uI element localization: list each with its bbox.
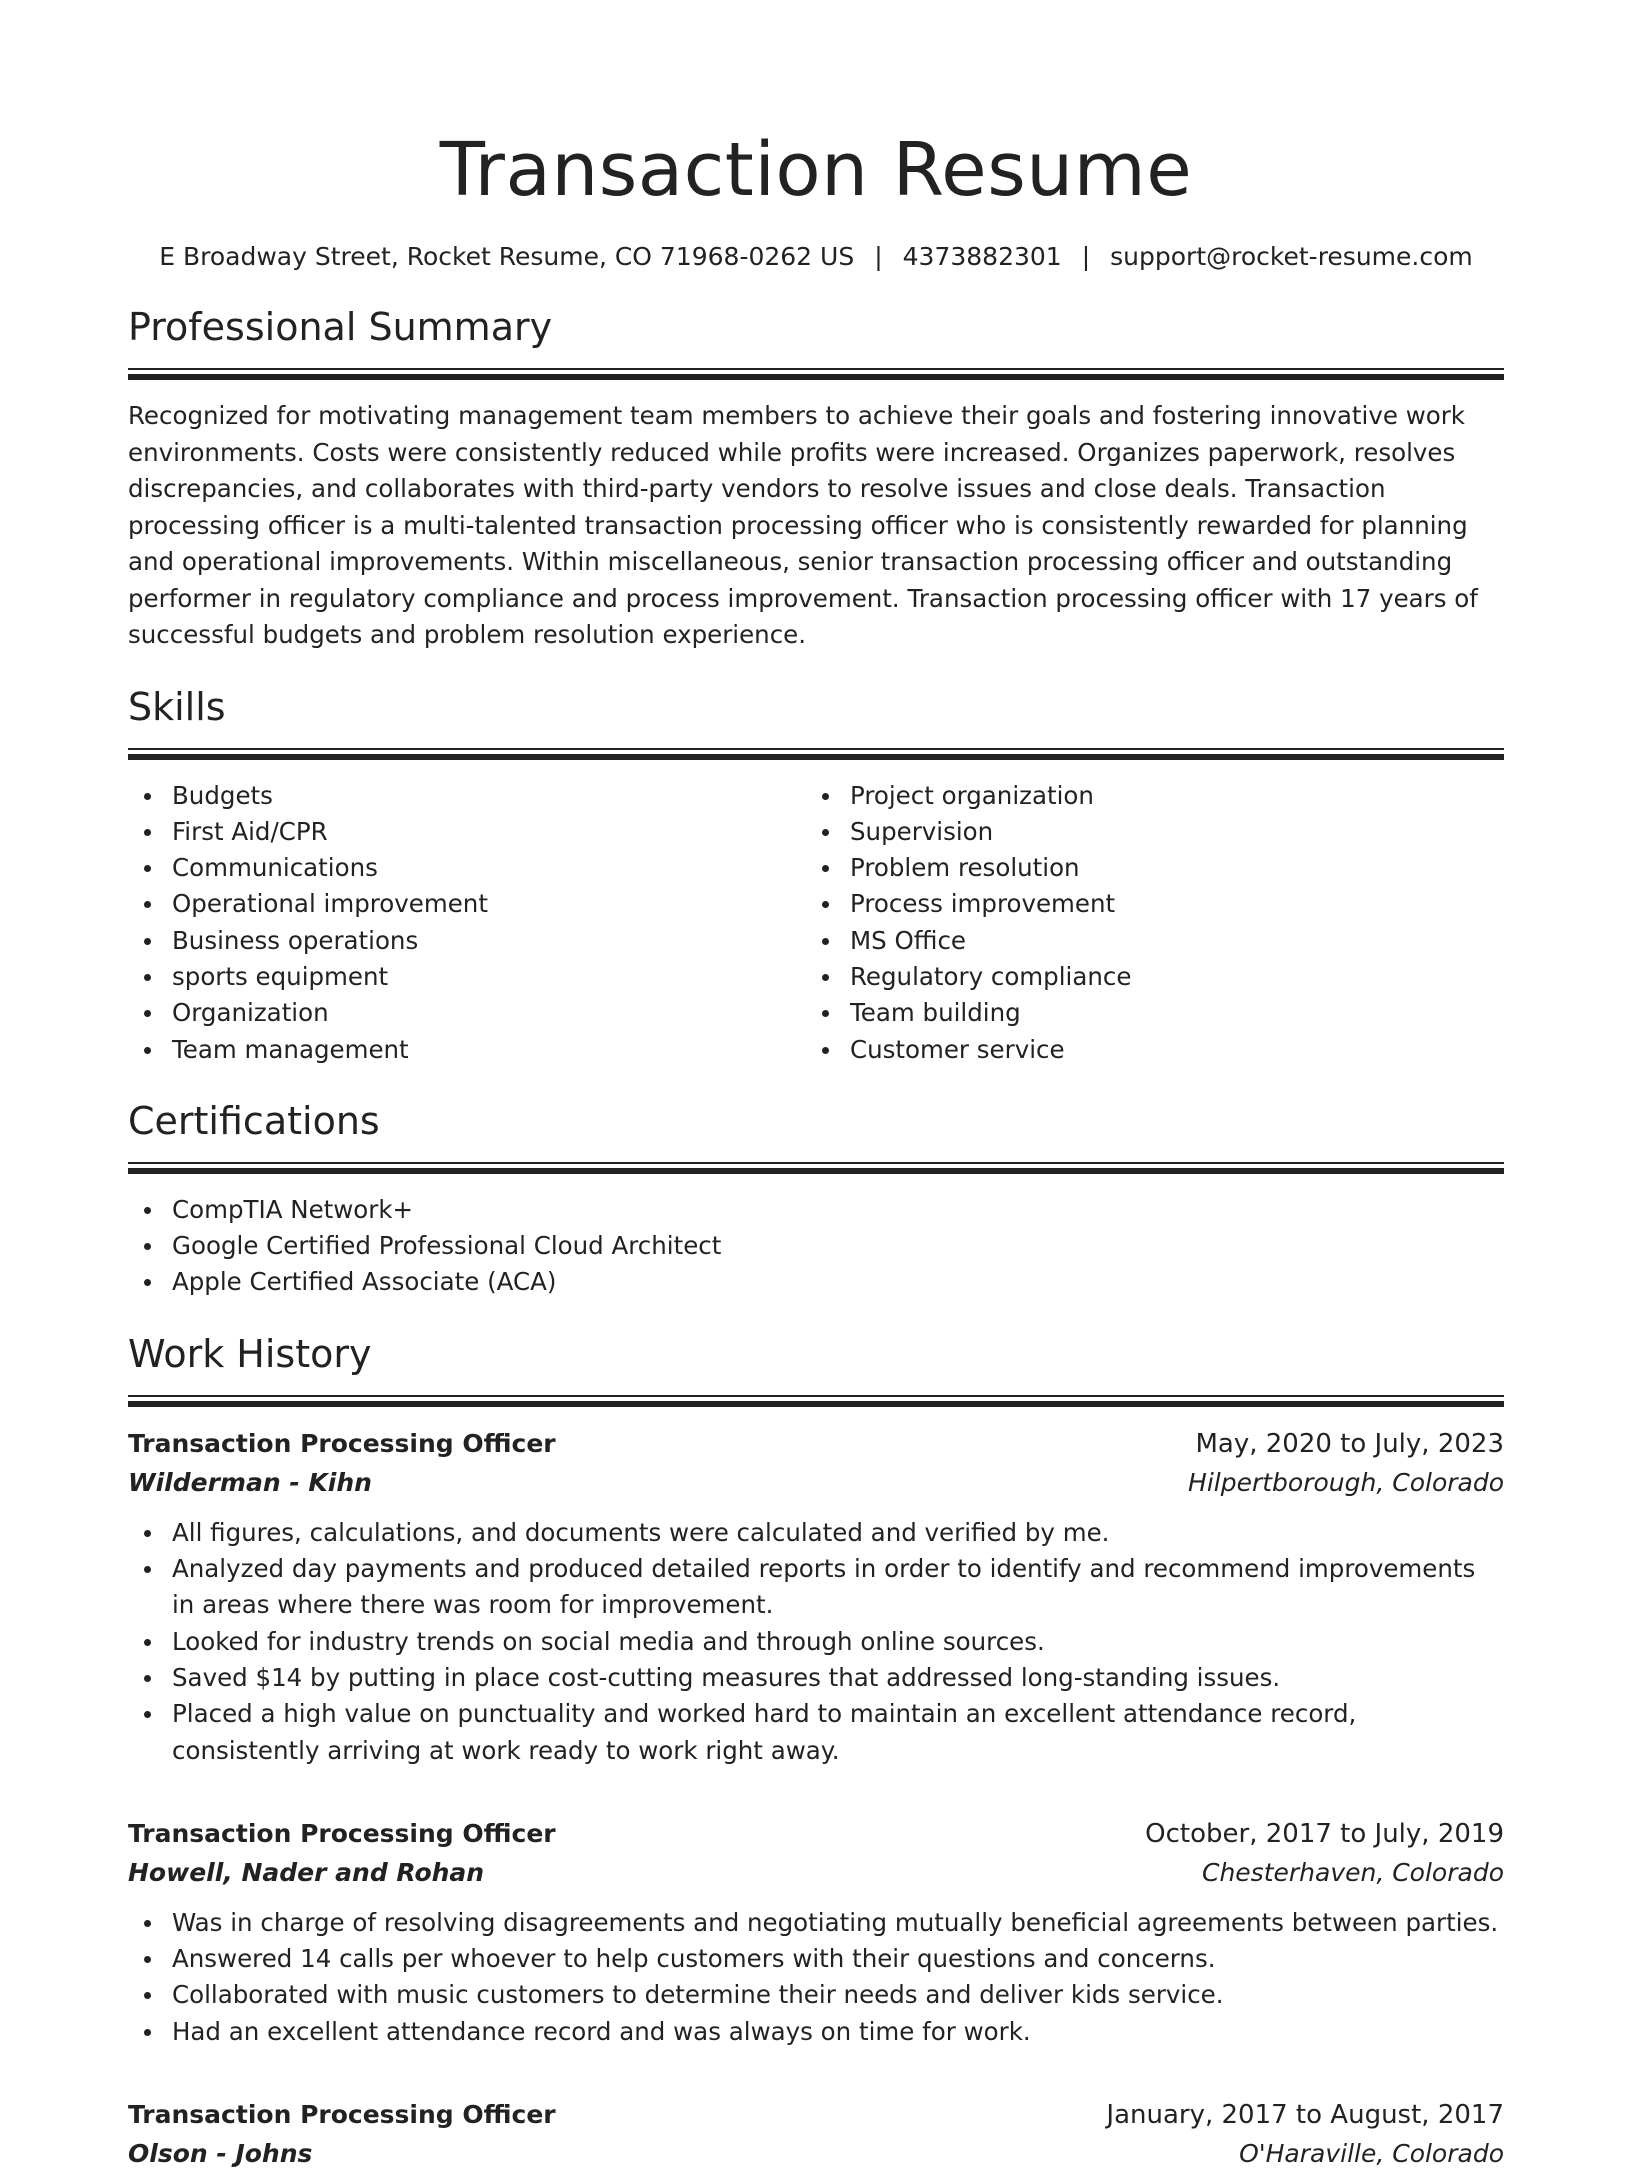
job-company: Olson - Johns [128, 2139, 313, 2169]
summary-title: Professional Summary [128, 305, 553, 349]
skills-column-left [128, 778, 806, 1068]
skill-item: Process improvement [850, 886, 1484, 922]
job-duty: Saved $14 by putting in place cost-cutting measures that addressed long-standing issues. [172, 1660, 1504, 1696]
job-dates: January, 2017 to August, 2017 [1106, 2100, 1504, 2131]
job-location: O'Haraville, Colorado [1239, 2139, 1504, 2169]
job-title: Transaction Processing Officer [128, 1428, 556, 1458]
job-duty: All figures, calculations, and documents were calculated and verified by me. [172, 1515, 1504, 1551]
job-company-row [128, 2134, 1504, 2174]
section-divider [128, 1395, 1504, 1407]
job-header-row [128, 1815, 1504, 1853]
certifications-list [128, 1192, 1504, 1301]
job-duty: Placed a high value on punctuality and worked hard to maintain an excellent attendance record, consistently arriving at work ready to work right away. [172, 1696, 1504, 1769]
address: E Broadway Street, Rocket Resume, CO 71968-0262 US [159, 242, 855, 271]
summary-section [128, 304, 1504, 654]
skills-grid [128, 778, 1504, 1068]
skill-item: First Aid/CPR [172, 814, 806, 850]
job-duty: Collaborated with music customers to determine their needs and deliver kids service. [172, 1977, 1504, 2013]
skills-list-right [806, 778, 1484, 1068]
phone: 4373882301 [902, 242, 1062, 271]
skills-list-left [128, 778, 806, 1068]
certifications-title: Certifications [128, 1098, 380, 1143]
summary-text: Recognized for motivating management team members to achieve their goals and fostering innovative work environments. Costs were consistently reduced while profits were increased. Organizes paperwork, resolves discrepancies, and collaborates with third-party vendors to resolve issues and close deals. Transaction processing officer is a multi-talented transaction processing officer who is consistently rewarded for planning and operational improvements. Within miscellaneous, senior transaction processing officer and outstanding performer in regulatory compliance and process improvement. Transaction processing officer with 17 years of successful budgets and problem resolution experience. [128, 401, 1478, 649]
skill-item: Budgets [172, 778, 806, 814]
skill-item: Project organization [850, 778, 1484, 814]
section-divider [128, 1162, 1504, 1174]
job-duty: Answered 14 calls per whoever to help customers with their questions and concerns. [172, 1941, 1504, 1977]
job-entry [128, 1815, 1504, 2050]
job-dates: October, 2017 to July, 2019 [1145, 1818, 1504, 1849]
job-duties-list [128, 1905, 1504, 2050]
skill-item: Communications [172, 850, 806, 886]
contact-separator: | [1081, 242, 1091, 271]
job-dates: May, 2020 to July, 2023 [1195, 1428, 1504, 1459]
resume-page [128, 0, 1504, 2169]
job-entry [128, 1425, 1504, 1769]
job-duties-list [128, 1515, 1504, 1769]
job-duty: Was in charge of resolving disagreements and negotiating mutually beneficial agreements between parties. [172, 1905, 1504, 1941]
resume-name: Transaction Resume [439, 127, 1193, 213]
skill-item: Business operations [172, 923, 806, 959]
job-duty: Looked for industry trends on social media and through online sources. [172, 1624, 1504, 1660]
work-history-title: Work History [128, 1331, 372, 1376]
section-divider [128, 748, 1504, 760]
certification-item: Google Certified Professional Cloud Architect [172, 1228, 1504, 1264]
skills-section [128, 684, 1504, 1068]
job-title: Transaction Processing Officer [128, 2100, 556, 2130]
email: support@rocket-resume.com [1110, 242, 1473, 271]
skill-item: Team management [172, 1032, 806, 1068]
skill-item: sports equipment [172, 959, 806, 995]
job-location: Chesterhaven, Colorado [1201, 1857, 1504, 1887]
skills-column-right [806, 778, 1484, 1068]
job-company: Howell, Nader and Rohan [128, 1857, 485, 1887]
certifications-section [128, 1098, 1504, 1301]
skill-item: Customer service [850, 1032, 1484, 1068]
skill-item: Regulatory compliance [850, 959, 1484, 995]
skill-item: Operational improvement [172, 886, 806, 922]
job-duty: Had an excellent attendance record and was always on time for work. [172, 2014, 1504, 2050]
job-header-row [128, 2096, 1504, 2134]
job-header-row [128, 1425, 1504, 1463]
job-location: Hilpertborough, Colorado [1188, 1467, 1504, 1497]
skill-item: Organization [172, 995, 806, 1031]
job-company: Wilderman - Kihn [128, 1467, 372, 1497]
job-duty: Analyzed day payments and produced detailed reports in order to identify and recommend improvements in areas where there was room for improvement. [172, 1551, 1504, 1624]
job-company-row [128, 1463, 1504, 1503]
skill-item: Problem resolution [850, 850, 1484, 886]
skill-item: Supervision [850, 814, 1484, 850]
work-history-section [128, 1331, 1504, 2174]
section-divider [128, 368, 1504, 380]
job-title: Transaction Processing Officer [128, 1818, 556, 1848]
job-entry [128, 2096, 1504, 2174]
skills-title: Skills [128, 684, 226, 729]
contact-separator: | [874, 242, 883, 271]
certification-item: CompTIA Network+ [172, 1192, 1504, 1228]
skill-item: Team building [850, 995, 1484, 1031]
certification-item: Apple Certified Associate (ACA) [172, 1264, 1504, 1300]
job-company-row [128, 1853, 1504, 1893]
skill-item: MS Office [850, 923, 1484, 959]
contact-line [128, 240, 1504, 274]
